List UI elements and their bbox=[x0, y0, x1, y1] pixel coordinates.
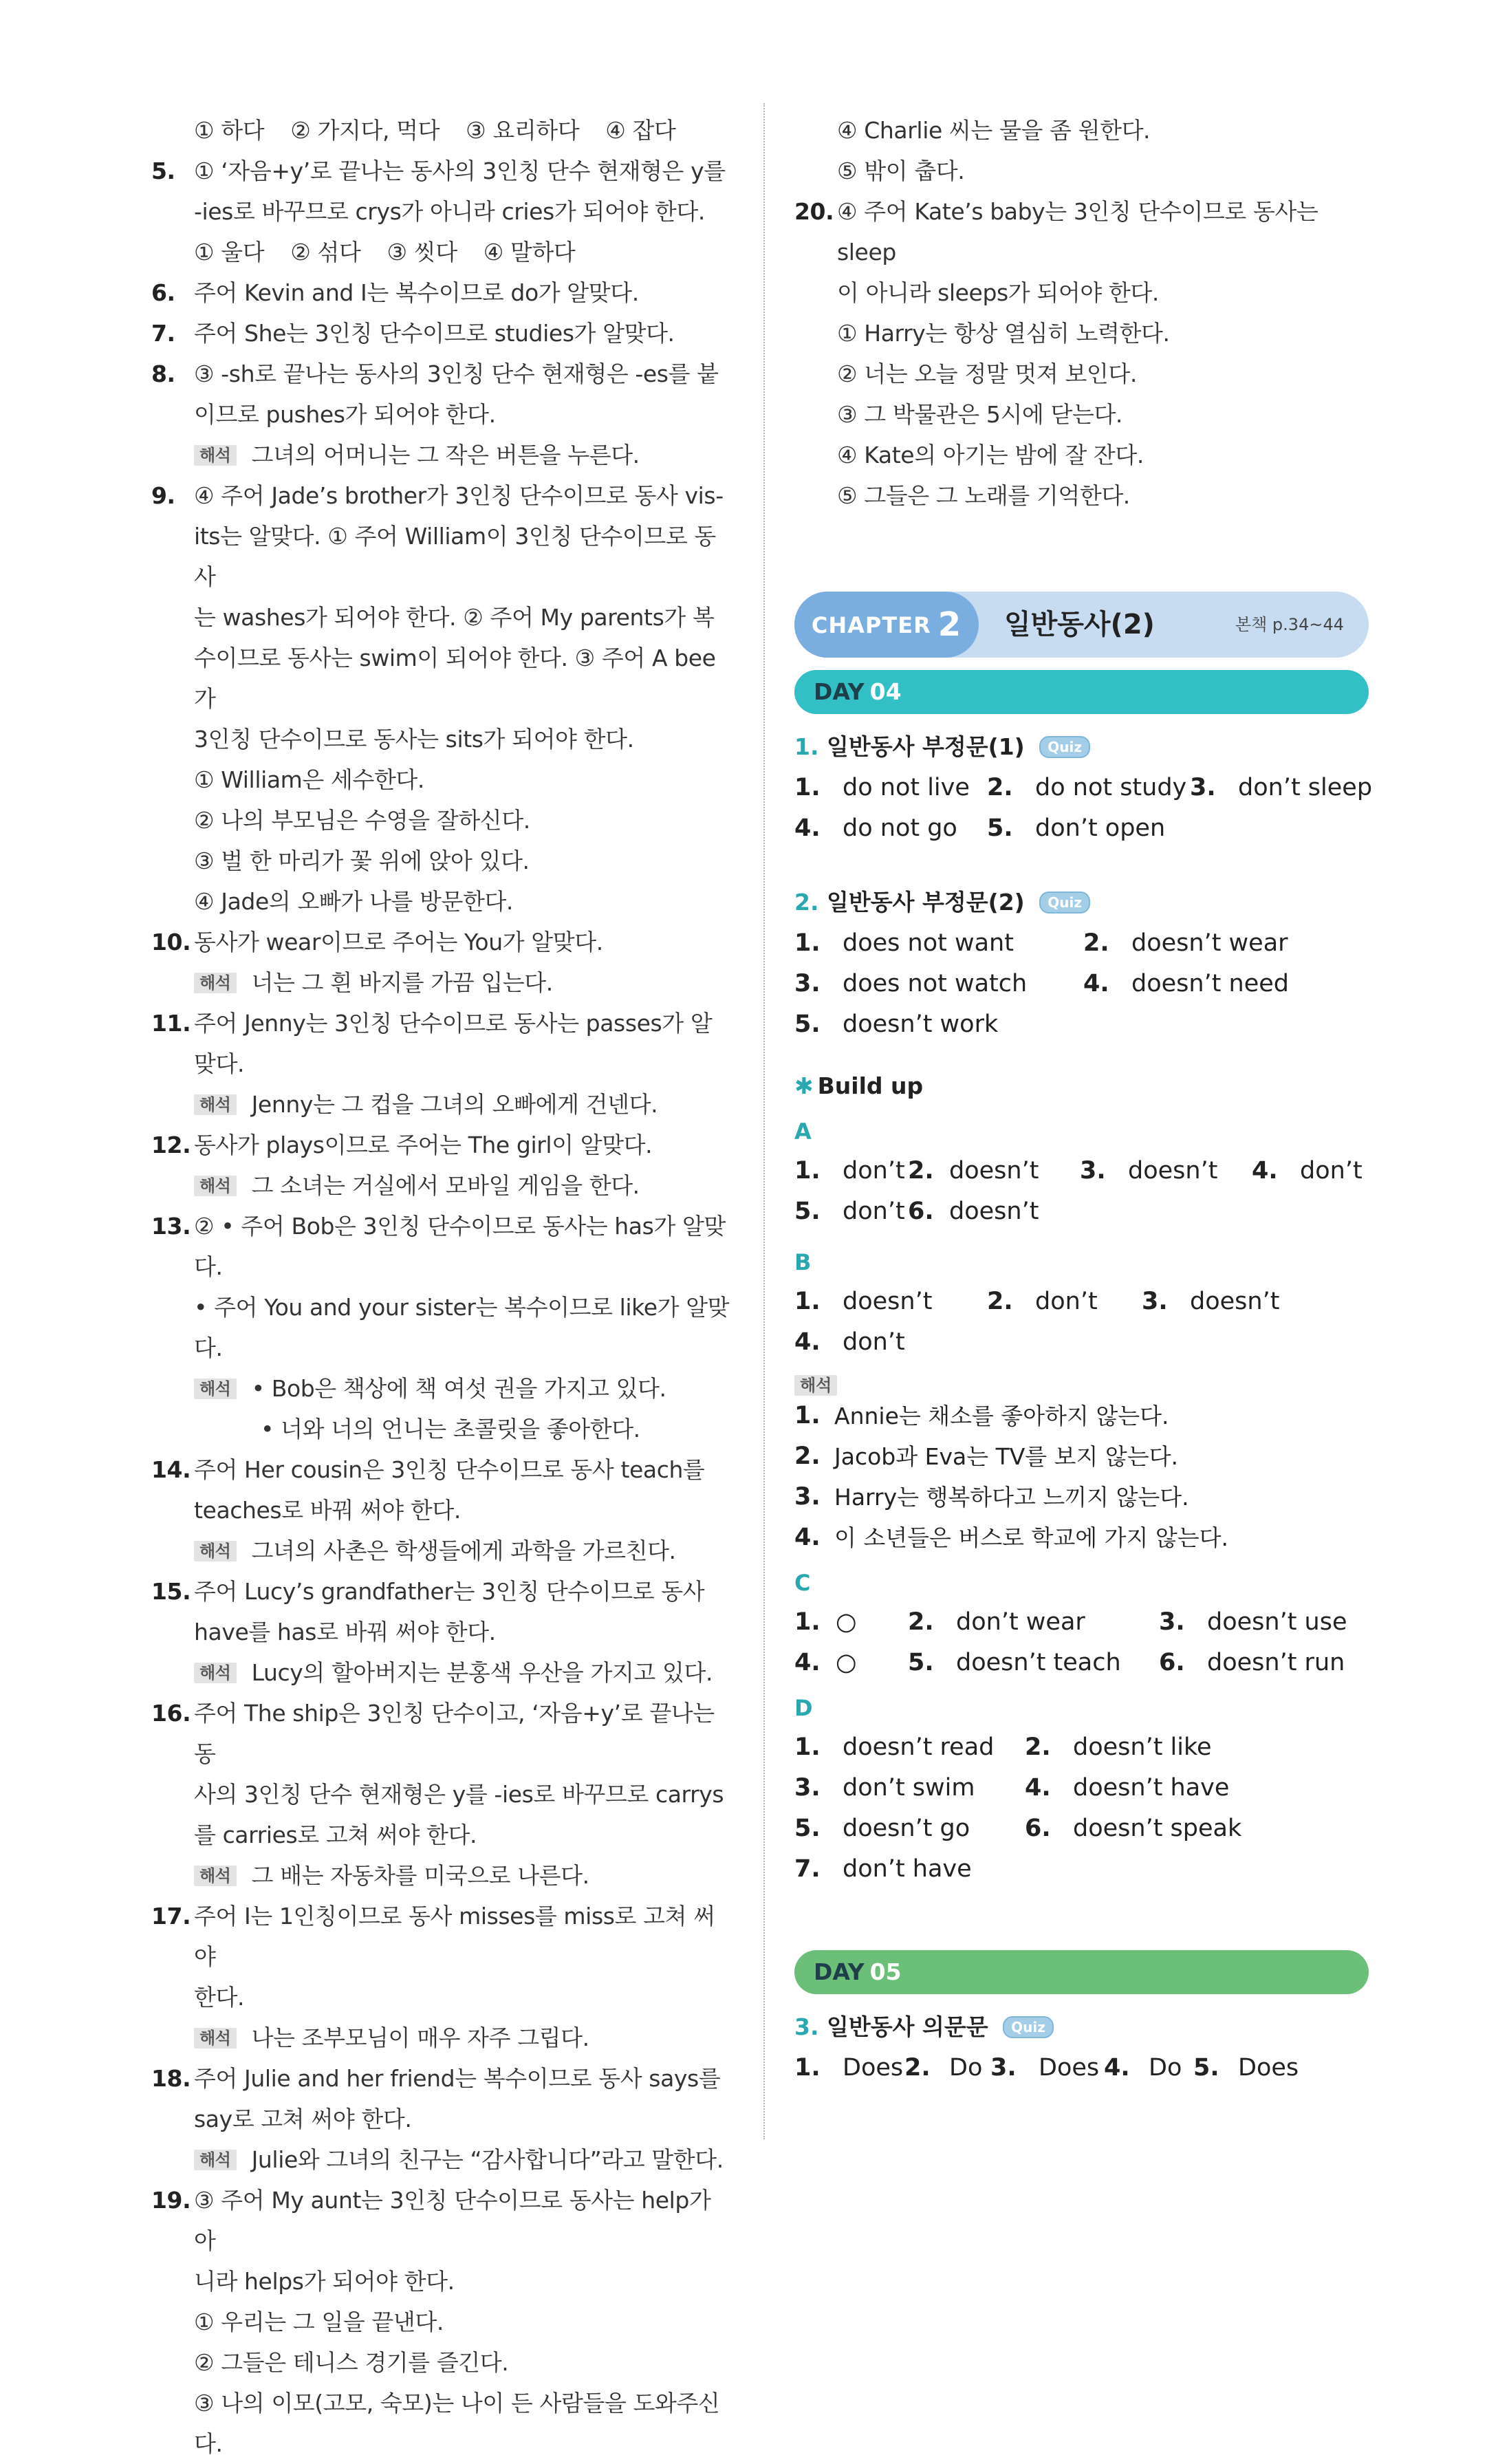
question-number: 16. bbox=[151, 1700, 191, 1727]
answer-text: • 너와 너의 언니는 초콜릿을 좋아한다. bbox=[261, 1416, 640, 1442]
chapter-label: CHAPTER bbox=[811, 612, 931, 638]
day-number: 04 bbox=[869, 678, 902, 705]
answer-row bbox=[794, 768, 1373, 808]
answer-line bbox=[151, 962, 732, 1003]
answer-line bbox=[151, 151, 732, 191]
question-number: 11. bbox=[151, 1010, 191, 1037]
question-number: 8. bbox=[151, 360, 175, 387]
day-label: DAY bbox=[814, 678, 865, 705]
answer-text: 주어 Jenny는 3인칭 단수이므로 동사는 passes가 알 bbox=[194, 1010, 713, 1037]
answer-row bbox=[794, 1004, 1369, 1045]
section-number: 3. bbox=[794, 2013, 819, 2040]
answer-value: doesn’t bbox=[949, 1198, 1039, 1225]
answer-text: Julie와 그녀의 친구는 “감사합니다”라고 말한다. bbox=[251, 2146, 724, 2173]
answer-text: 를 carries로 고쳐 써야 한다. bbox=[194, 1822, 477, 1848]
answer-text: 주어 Kevin and I는 복수이므로 do가 알맞다. bbox=[194, 279, 639, 306]
answer-number: 6. bbox=[908, 1198, 934, 1225]
answer-line bbox=[151, 1612, 732, 1652]
answer-text: 는 washes가 되어야 한다. ② 주어 My parents가 복 bbox=[194, 604, 715, 631]
answer-number: 1. bbox=[794, 1157, 821, 1185]
translation-label: 해석 bbox=[194, 1379, 237, 1399]
part-a-label: A bbox=[794, 1118, 812, 1145]
answer-line bbox=[151, 1693, 732, 1774]
answer-line bbox=[151, 110, 732, 151]
answer-value: ○ bbox=[836, 1649, 857, 1676]
question-number: 9. bbox=[151, 482, 175, 509]
question-number: 19. bbox=[151, 2187, 191, 2214]
question-number: 18. bbox=[151, 2065, 191, 2092]
question-number: 7. bbox=[151, 320, 175, 347]
answer-row bbox=[794, 808, 1369, 849]
translation-label: 해석 bbox=[194, 2150, 237, 2170]
answer-value: doesn’t bbox=[1190, 1288, 1280, 1315]
question-number: 12. bbox=[151, 1132, 191, 1158]
chapter-title: 일반동사(2) bbox=[1004, 609, 1155, 640]
answer-line bbox=[151, 1368, 732, 1409]
answer-line bbox=[151, 2180, 732, 2261]
answer-text: 주어 The ship은 3인칭 단수이고, ‘자음+y’로 끝나는 동 bbox=[194, 1700, 715, 1767]
question-number: 20. bbox=[794, 198, 834, 225]
part-b-answers bbox=[794, 1282, 1369, 1363]
answer-text: 수이므로 동사는 swim이 되어야 한다. ③ 주어 A bee가 bbox=[194, 645, 716, 712]
answer-line bbox=[151, 1652, 732, 1693]
answer-line bbox=[151, 2261, 732, 2302]
answer-line bbox=[151, 800, 732, 841]
answer-row bbox=[794, 1151, 1369, 1191]
choice-option: ④ 잡다 bbox=[605, 117, 676, 144]
answer-text: 주어 Julie and her friend는 복수이므로 동사 says를 bbox=[194, 2065, 721, 2092]
answer-line bbox=[794, 272, 1369, 313]
answer-text: ⑤ 그들은 그 노래를 기억한다. bbox=[837, 482, 1130, 509]
answer-line bbox=[151, 394, 732, 435]
answer-text: 주어 Lucy’s grandfather는 3인칭 단수이므로 동사 bbox=[194, 1578, 705, 1605]
answer-number: 5. bbox=[794, 1198, 821, 1225]
answer-value: Does bbox=[1238, 2054, 1299, 2082]
answer-line bbox=[151, 759, 732, 800]
answer-value: don’t bbox=[1300, 1157, 1363, 1185]
answer-text: ③ 주어 My aunt는 3인칭 단수이므로 동사는 help가 아 bbox=[194, 2187, 711, 2254]
answer-text: 이 아니라 sleeps가 되어야 한다. bbox=[837, 279, 1159, 306]
answer-line bbox=[151, 516, 732, 597]
answer-value: ○ bbox=[836, 1608, 857, 1636]
answer-number: 2. bbox=[987, 774, 1013, 801]
build-up-title: Build up bbox=[817, 1072, 924, 1099]
answer-line bbox=[794, 313, 1369, 354]
day-number: 05 bbox=[869, 1958, 902, 1985]
answer-text: 그 소녀는 거실에서 모바일 게임을 한다. bbox=[251, 1172, 640, 1199]
answer-number: 5. bbox=[1193, 2054, 1219, 2082]
answer-line bbox=[151, 1044, 732, 1084]
answer-row bbox=[794, 1602, 1369, 1643]
part-a-answers bbox=[794, 1151, 1369, 1232]
section-number: 2. bbox=[794, 889, 819, 916]
translation-label: 해석 bbox=[194, 1663, 237, 1683]
answer-value: Do bbox=[949, 2054, 983, 2082]
day-04-banner bbox=[794, 670, 1369, 714]
answer-number: 1. bbox=[794, 929, 821, 957]
section-1-heading bbox=[794, 726, 1369, 768]
answer-line bbox=[151, 638, 732, 719]
answer-number: 3. bbox=[794, 970, 821, 997]
answer-number: 3. bbox=[1159, 1608, 1185, 1636]
translation-label: 해석 bbox=[194, 973, 237, 993]
answer-text: 너는 그 흰 바지를 가끔 입는다. bbox=[251, 969, 553, 996]
answer-text: ④ Charlie 씨는 물을 좀 원한다. bbox=[837, 117, 1151, 144]
answer-value: don’t swim bbox=[843, 1774, 975, 1802]
answer-number: 1. bbox=[794, 1733, 821, 1761]
answer-value: Do bbox=[1149, 2054, 1182, 2082]
answer-line bbox=[151, 1531, 732, 1571]
part-b-label: B bbox=[794, 1249, 812, 1275]
answer-text: • 주어 You and your sister는 복수이므로 like가 알맞다. bbox=[194, 1294, 730, 1361]
answer-value: does not want bbox=[843, 929, 1014, 957]
answer-number: 4. bbox=[1104, 2054, 1130, 2082]
answer-line bbox=[794, 394, 1369, 435]
answer-value: doesn’t speak bbox=[1073, 1815, 1242, 1842]
answer-value: do not study bbox=[1035, 774, 1187, 801]
answer-text: Lucy의 할아버지는 분홍색 우산을 가지고 있다. bbox=[251, 1659, 713, 1686]
translation-number: 2. bbox=[794, 1442, 821, 1470]
answer-line bbox=[151, 313, 732, 354]
quiz-badge: Quiz bbox=[1003, 2016, 1054, 2038]
answer-number: 4. bbox=[1252, 1157, 1278, 1185]
answer-text: 맞다. bbox=[194, 1050, 245, 1077]
answer-line bbox=[794, 475, 1369, 516]
asterisk-icon: ✱ bbox=[794, 1072, 814, 1099]
answer-text: 그녀의 사촌은 학생들에게 과학을 가르친다. bbox=[251, 1537, 676, 1564]
answer-number: 2. bbox=[908, 1608, 934, 1636]
answer-number: 3. bbox=[1142, 1288, 1168, 1315]
answer-text: ② 나의 부모님은 수영을 잘하신다. bbox=[194, 807, 530, 834]
answer-value: doesn’t teach bbox=[956, 1649, 1121, 1676]
part-d-label: D bbox=[794, 1695, 813, 1721]
answer-row bbox=[794, 1768, 1369, 1808]
day-05-banner bbox=[794, 1950, 1369, 1994]
answer-text: 이므로 pushes가 되어야 한다. bbox=[194, 401, 496, 428]
quiz-badge: Quiz bbox=[1039, 736, 1090, 758]
answer-line bbox=[151, 1490, 732, 1531]
answer-line bbox=[151, 191, 732, 232]
answer-text: 한다. bbox=[194, 1984, 245, 2011]
answer-value: doesn’t run bbox=[1207, 1649, 1345, 1676]
answer-row bbox=[794, 2048, 1369, 2088]
answer-list-continued bbox=[794, 110, 1369, 516]
answer-number: 3. bbox=[1190, 774, 1216, 801]
build-up-heading bbox=[794, 1066, 1369, 1107]
answer-line bbox=[794, 110, 1369, 151]
answer-row bbox=[794, 1282, 1369, 1322]
answer-text: teaches로 바꿔 써야 한다. bbox=[194, 1497, 461, 1524]
answer-value: doesn’t bbox=[1128, 1157, 1218, 1185]
answer-text: 사의 3인칭 단수 현재형은 y를 -ies로 바꾸므로 carrys bbox=[194, 1781, 724, 1808]
answer-line bbox=[151, 435, 732, 475]
answer-number: 3. bbox=[794, 1774, 821, 1802]
answer-text: ① 우리는 그 일을 끝낸다. bbox=[194, 2309, 444, 2335]
answer-text: have를 has로 바꿔 써야 한다. bbox=[194, 1619, 496, 1645]
chapter-page-ref: 본책 p.34~44 bbox=[1235, 615, 1344, 634]
answer-number: 4. bbox=[794, 1328, 821, 1356]
answer-text: ③ -sh로 끝나는 동사의 3인칭 단수 현재형은 -es를 붙 bbox=[194, 360, 719, 387]
answer-text: ③ 나의 이모(고모, 숙모)는 나이 든 사람들을 도와주신다. bbox=[194, 2390, 720, 2457]
chapter-pill bbox=[794, 592, 979, 658]
section-title: 일반동사 의문문 bbox=[827, 2013, 988, 2040]
answer-text: 동사가 plays이므로 주어는 The girl이 알맞다. bbox=[194, 1132, 653, 1158]
answer-line bbox=[151, 1409, 732, 1449]
answer-value: don’t bbox=[843, 1328, 905, 1356]
answer-text: 동사가 wear이므로 주어는 You가 알맞다. bbox=[194, 929, 603, 955]
answer-number: 2. bbox=[1025, 1733, 1051, 1761]
answer-value: doesn’t have bbox=[1073, 1774, 1230, 1802]
answer-text: ③ 그 박물관은 5시에 닫는다. bbox=[837, 401, 1123, 428]
answer-line bbox=[151, 2018, 732, 2058]
chapter-number: 2 bbox=[937, 605, 962, 644]
choice-option: ② 가지다, 먹다 bbox=[290, 117, 440, 144]
answer-number: 2. bbox=[908, 1157, 934, 1185]
translation-number: 1. bbox=[794, 1402, 821, 1429]
answer-number: 5. bbox=[794, 1011, 821, 1038]
column-divider bbox=[763, 103, 765, 2139]
answer-value: doesn’t wear bbox=[1131, 929, 1288, 957]
section-title: 일반동사 부정문(2) bbox=[827, 889, 1025, 916]
part-c-answers bbox=[794, 1602, 1369, 1683]
choice-option: ③ 씻다 bbox=[387, 239, 457, 266]
question-number: 13. bbox=[151, 1213, 191, 1240]
answer-line bbox=[151, 1287, 732, 1368]
answer-text: 3인칭 단수이므로 동사는 sits가 되어야 한다. bbox=[194, 726, 634, 753]
answer-text: • Bob은 책상에 책 여섯 권을 가지고 있다. bbox=[251, 1375, 666, 1402]
answer-value: do not live bbox=[843, 774, 970, 801]
answer-number: 1. bbox=[794, 2054, 821, 2082]
answer-text: ① William은 세수한다. bbox=[194, 766, 424, 793]
answer-text: 니라 helps가 되어야 한다. bbox=[194, 2268, 455, 2295]
choice-option: ② 섞다 bbox=[290, 239, 361, 266]
answer-number: 4. bbox=[1025, 1774, 1051, 1802]
translation-text: Annie는 채소를 좋아하지 않는다. bbox=[834, 1403, 1169, 1429]
quiz-badge: Quiz bbox=[1039, 891, 1090, 914]
answer-value: doesn’t bbox=[949, 1157, 1039, 1185]
answer-line bbox=[151, 2302, 732, 2342]
answer-line bbox=[151, 1815, 732, 1855]
section-2-answers bbox=[794, 923, 1369, 1045]
translation-row bbox=[794, 1517, 1369, 1558]
answer-text: ② • 주어 Bob은 3인칭 단수이므로 동사는 has가 알맞다. bbox=[194, 1213, 726, 1280]
answer-text: ② 너는 오늘 정말 멋져 보인다. bbox=[837, 360, 1137, 387]
translation-label: 해석 bbox=[194, 2028, 237, 2049]
answer-value: doesn’t bbox=[843, 1288, 933, 1315]
answer-text: -ies로 바꾸므로 crys가 아니라 cries가 되어야 한다. bbox=[194, 198, 705, 225]
choice-option: ① 하다 bbox=[194, 117, 265, 144]
translation-text: 이 소년들은 버스로 학교에 가지 않는다. bbox=[834, 1524, 1228, 1551]
answer-number: 2. bbox=[1083, 929, 1109, 957]
answer-line bbox=[151, 1165, 732, 1206]
answer-line bbox=[151, 1003, 732, 1044]
answer-line bbox=[151, 2139, 732, 2180]
question-number: 14. bbox=[151, 1456, 191, 1483]
answer-value: don’t open bbox=[1035, 814, 1166, 842]
answer-number: 4. bbox=[1083, 970, 1109, 997]
answer-text: its는 알맞다. ① 주어 William이 3인칭 단수이므로 동사 bbox=[194, 523, 716, 590]
part-d-answers bbox=[794, 1727, 1369, 1890]
translation-row bbox=[794, 1436, 1369, 1477]
answer-line bbox=[151, 1206, 732, 1287]
answer-text: 주어 She는 3인칭 단수이므로 studies가 알맞다. bbox=[194, 320, 675, 347]
answer-row bbox=[794, 1727, 1369, 1768]
translation-text: Harry는 행복하다고 느끼지 않는다. bbox=[834, 1484, 1189, 1511]
answer-value: doesn’t go bbox=[843, 1815, 970, 1842]
translation-row bbox=[794, 1396, 1369, 1436]
answer-row bbox=[794, 1849, 1369, 1890]
question-number: 15. bbox=[151, 1578, 191, 1605]
left-column bbox=[151, 110, 732, 2464]
answer-text: say로 고쳐 써야 한다. bbox=[194, 2106, 412, 2132]
answer-line bbox=[794, 435, 1369, 475]
answer-number: 4. bbox=[794, 1649, 821, 1676]
answer-value: Does bbox=[843, 2054, 904, 2082]
answer-text: ① Harry는 항상 열심히 노력한다. bbox=[837, 320, 1170, 347]
answer-row bbox=[794, 1808, 1369, 1849]
answer-text: ② 그들은 테니스 경기를 즐긴다. bbox=[194, 2349, 509, 2376]
answer-line bbox=[151, 719, 732, 759]
chapter-banner bbox=[794, 592, 1369, 658]
answer-text: ④ 주어 Jade’s brother가 3인칭 단수이므로 동사 vis- bbox=[194, 482, 724, 509]
answer-value: don’t bbox=[843, 1157, 905, 1185]
answer-value: do not go bbox=[843, 814, 957, 842]
answer-value: doesn’t use bbox=[1207, 1608, 1347, 1636]
answer-value: don’t wear bbox=[956, 1608, 1085, 1636]
question-number: 10. bbox=[151, 929, 191, 955]
answer-text: 주어 I는 1인칭이므로 동사 misses를 miss로 고쳐 써야 bbox=[194, 1903, 715, 1970]
answer-row bbox=[794, 1322, 1369, 1363]
translation-label: 해석 bbox=[194, 1094, 237, 1115]
translation-list bbox=[794, 1396, 1369, 1558]
answer-value: does not watch bbox=[843, 970, 1028, 997]
answer-number: 6. bbox=[1025, 1815, 1051, 1842]
answer-line bbox=[151, 232, 732, 272]
choice-option: ③ 요리하다 bbox=[466, 117, 580, 144]
answer-line bbox=[151, 2383, 732, 2464]
answer-number: 3. bbox=[1080, 1157, 1106, 1185]
answer-text: 그녀의 어머니는 그 작은 버튼을 누른다. bbox=[251, 442, 640, 468]
answer-line bbox=[794, 151, 1369, 191]
answer-number: 5. bbox=[908, 1649, 934, 1676]
translation-row bbox=[794, 1477, 1369, 1517]
answer-number: 2. bbox=[904, 2054, 931, 2082]
answer-line bbox=[151, 922, 732, 962]
answer-text: ④ 주어 Kate’s baby는 3인칭 단수이므로 동사는 sleep bbox=[837, 198, 1318, 266]
answer-row bbox=[794, 923, 1369, 964]
answer-text: 나는 조부모님이 매우 자주 그립다. bbox=[251, 2024, 589, 2051]
translation-label: 해석 bbox=[194, 445, 237, 466]
translation-label: 해석 bbox=[194, 1866, 237, 1886]
answer-line bbox=[151, 1449, 732, 1490]
answer-line bbox=[151, 354, 732, 394]
day-label: DAY bbox=[814, 1958, 865, 1985]
section-2-heading bbox=[794, 882, 1369, 923]
answer-text: ④ Kate의 아기는 밤에 잘 잔다. bbox=[837, 442, 1144, 468]
answer-number: 1. bbox=[794, 1288, 821, 1315]
answer-line bbox=[151, 841, 732, 881]
section-1-answers bbox=[794, 768, 1373, 849]
translation-text: Jacob과 Eva는 TV를 보지 않는다. bbox=[834, 1443, 1179, 1470]
answer-line bbox=[151, 1571, 732, 1612]
answer-line bbox=[151, 2342, 732, 2383]
answer-text: ① ‘자음+y’로 끝나는 동사의 3인칭 단수 현재형은 y를 bbox=[194, 158, 726, 184]
answer-value: don’t bbox=[843, 1198, 905, 1225]
answer-line bbox=[151, 1125, 732, 1165]
answer-line bbox=[151, 272, 732, 313]
answer-line bbox=[151, 1774, 732, 1815]
answer-line bbox=[151, 597, 732, 638]
answer-number: 2. bbox=[987, 1288, 1013, 1315]
answer-line bbox=[151, 2099, 732, 2139]
answer-value: doesn’t read bbox=[843, 1733, 995, 1761]
answer-value: don’t have bbox=[843, 1855, 972, 1883]
answer-value: doesn’t like bbox=[1073, 1733, 1212, 1761]
answer-text: ③ 벌 한 마리가 꽃 위에 앉아 있다. bbox=[194, 847, 530, 874]
answer-value: don’t bbox=[1035, 1288, 1098, 1315]
answer-row bbox=[794, 1191, 1369, 1232]
answer-row bbox=[794, 964, 1369, 1004]
answer-number: 1. bbox=[794, 1608, 821, 1636]
translation-number: 3. bbox=[794, 1483, 821, 1511]
answer-line bbox=[151, 2058, 732, 2099]
section-title: 일반동사 부정문(1) bbox=[827, 733, 1025, 760]
section-number: 1. bbox=[794, 733, 819, 760]
answer-number: 4. bbox=[794, 814, 821, 842]
choice-option: ④ 말하다 bbox=[483, 239, 576, 266]
part-c-label: C bbox=[794, 1570, 811, 1596]
answer-text: ⑤ 밖이 춥다. bbox=[837, 158, 965, 184]
translation-label: 해석 bbox=[194, 1176, 237, 1196]
translation-number: 4. bbox=[794, 1524, 821, 1551]
answer-line bbox=[151, 475, 732, 516]
answer-text: Jenny는 그 컵을 그녀의 오빠에게 건넨다. bbox=[251, 1091, 658, 1118]
answer-row bbox=[794, 1643, 1369, 1683]
answer-text: 그 배는 자동차를 미국으로 나른다. bbox=[251, 1862, 589, 1889]
translation-label: 해석 bbox=[194, 1541, 237, 1561]
section-3-answers bbox=[794, 2048, 1369, 2088]
answer-value: Does bbox=[1039, 2054, 1100, 2082]
section-3-heading bbox=[794, 2007, 1369, 2048]
answer-number: 5. bbox=[794, 1815, 821, 1842]
answer-value: don’t sleep bbox=[1238, 774, 1373, 801]
answer-value: doesn’t need bbox=[1131, 970, 1290, 997]
answer-number: 1. bbox=[794, 774, 821, 801]
answer-number: 6. bbox=[1159, 1649, 1185, 1676]
answer-value: doesn’t work bbox=[843, 1011, 999, 1038]
right-column bbox=[794, 110, 1373, 2088]
choice-option: ① 울다 bbox=[194, 239, 265, 266]
question-number: 5. bbox=[151, 158, 175, 184]
translation-label: 해석 bbox=[794, 1375, 837, 1396]
answer-line bbox=[151, 1977, 732, 2018]
answer-line bbox=[151, 1896, 732, 1977]
answer-line bbox=[151, 881, 732, 922]
answer-line bbox=[794, 354, 1369, 394]
answer-number: 3. bbox=[990, 2054, 1017, 2082]
answer-text: 주어 Her cousin은 3인칭 단수이므로 동사 teach를 bbox=[194, 1456, 705, 1483]
answer-number: 5. bbox=[987, 814, 1013, 842]
answer-text: ④ Jade의 오빠가 나를 방문한다. bbox=[194, 888, 514, 915]
answer-line bbox=[151, 1855, 732, 1896]
answer-line bbox=[794, 191, 1369, 272]
question-number: 17. bbox=[151, 1903, 191, 1930]
answer-number: 7. bbox=[794, 1855, 821, 1883]
answer-line bbox=[151, 1084, 732, 1125]
question-number: 6. bbox=[151, 279, 175, 306]
